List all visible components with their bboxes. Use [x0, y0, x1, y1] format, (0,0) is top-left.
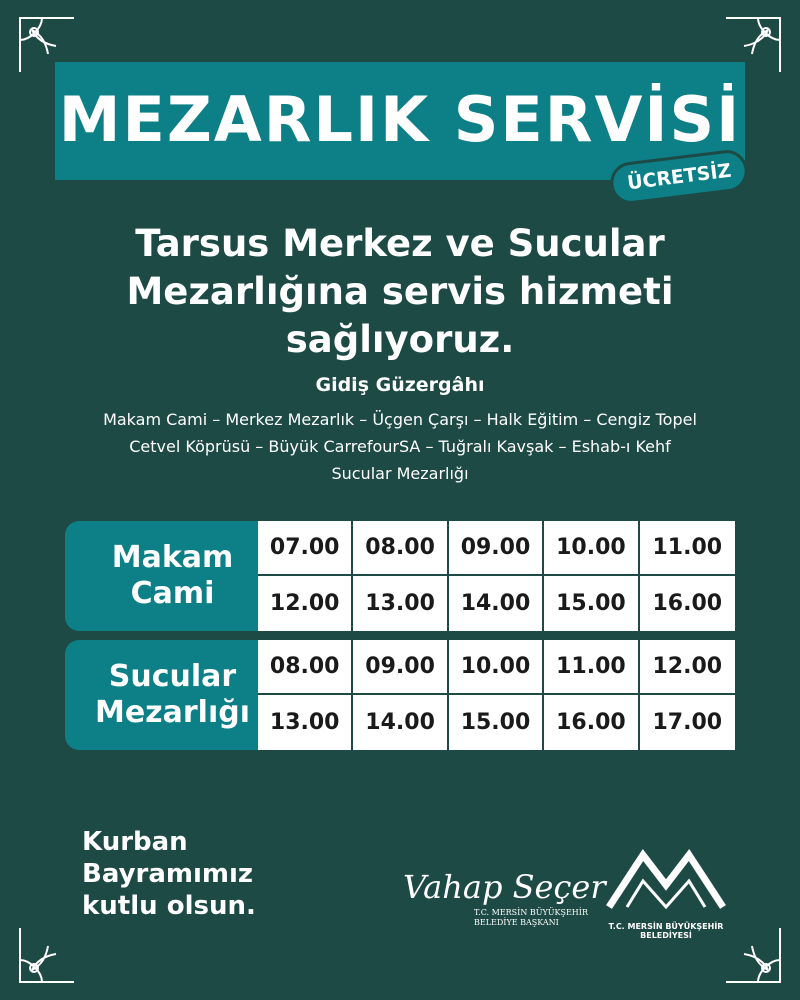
time-cell: 13.00	[258, 695, 353, 750]
holiday-greeting	[82, 826, 256, 922]
time-cell: 09.00	[449, 521, 544, 576]
time-cell: 10.00	[544, 521, 639, 576]
page-title: MEZARLIK SERVİSİ	[58, 82, 742, 156]
mayor-title-line: BELEDİYE BAŞKANI	[474, 918, 559, 927]
time-cell: 07.00	[258, 521, 353, 576]
time-cell: 09.00	[353, 640, 448, 695]
time-cell: 08.00	[353, 521, 448, 576]
time-cell: 17.00	[652, 710, 723, 735]
time-cell: 10.00	[449, 640, 544, 695]
greeting-line: Kurban	[82, 827, 188, 857]
schedule-label	[65, 521, 280, 631]
route-title: Gidiş Güzergâhı	[315, 374, 485, 396]
time-cell: 14.00	[449, 576, 544, 631]
route-line: Cetvel Köprüsü – Büyük CarrefourSA – Tuğralı Kavşak – Eshab-ı Kehf	[129, 437, 671, 456]
route-line: Sucular Mezarlığı	[331, 464, 469, 483]
mayor-signature: Vahap Seçer	[403, 868, 606, 906]
schedule-times	[258, 521, 735, 631]
schedule-label-line: Sucular	[108, 659, 237, 694]
headline-line: Mezarlığına servis hizmeti	[126, 270, 674, 313]
time-cell: 15.00	[544, 576, 639, 631]
time-cell: 16.00	[652, 591, 723, 616]
ornament-icon	[12, 920, 82, 990]
greeting-line: Bayramımız	[82, 859, 254, 889]
time-cell: 13.00	[353, 576, 448, 631]
route-stops	[50, 406, 750, 487]
free-badge: ÜCRETSİZ	[608, 148, 751, 207]
greeting-line: kutlu olsun.	[82, 891, 256, 921]
schedule-block-makam-cami	[65, 521, 735, 631]
time-cell: 11.00	[640, 521, 735, 576]
municipality-name: T.C. MERSİN BÜYÜKŞEHİR BELEDİYESİ	[608, 922, 724, 940]
time-cell: 12.00	[640, 640, 735, 695]
headline-line: Tarsus Merkez ve Sucular	[135, 222, 665, 265]
schedule-label-line: Cami	[130, 576, 215, 611]
mayor-title-line: T.C. MERSİN BÜYÜKŞEHİR	[474, 908, 588, 917]
municipality-logo-icon	[603, 845, 729, 915]
schedule-label-line: Makam	[111, 540, 234, 575]
schedule-label-line: Mezarlığı	[94, 695, 251, 730]
time-cell: 15.00	[449, 695, 544, 750]
time-cell: 16.00	[544, 695, 639, 750]
mayor-title	[474, 908, 588, 928]
schedule-times	[258, 640, 735, 750]
headline	[0, 220, 800, 364]
time-cell: 14.00	[353, 695, 448, 750]
time-cell: 12.00	[258, 576, 353, 631]
schedule-label	[65, 640, 280, 750]
route-line: Makam Cami – Merkez Mezarlık – Üçgen Çarşı – Halk Eğitim – Cengiz Topel	[103, 410, 697, 429]
schedule-block-sucular-mezarligi	[65, 640, 735, 750]
headline-line: sağlıyoruz.	[285, 318, 515, 361]
time-cell: 11.00	[544, 640, 639, 695]
time-cell: 08.00	[258, 640, 353, 695]
